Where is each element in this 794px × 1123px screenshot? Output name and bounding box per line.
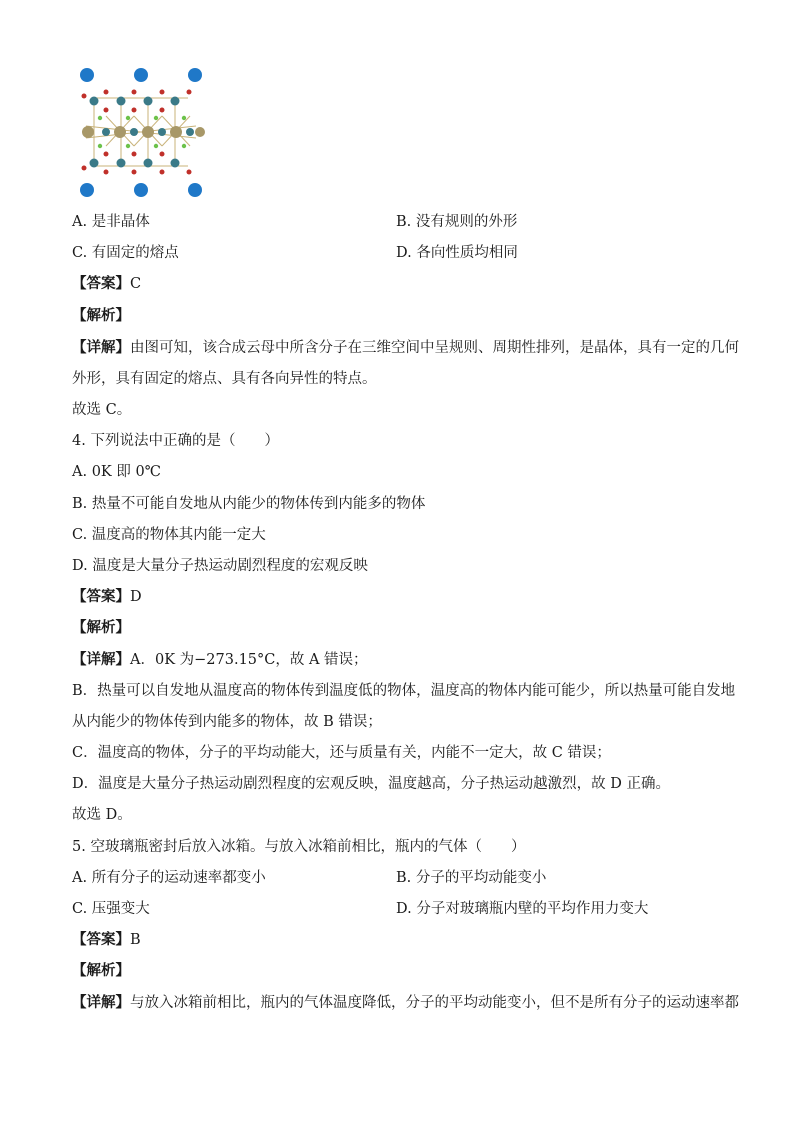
q4-detail-d: D．温度是大量分子热运动剧烈程度的宏观反映，温度越高，分子热运动越激烈，故 D 正确。	[72, 776, 670, 792]
q4-answer	[72, 587, 142, 607]
q3-analysis-tag: 【解析】	[72, 307, 130, 324]
q4-detail-b1: B．热量可以自发地从温度高的物体传到温度低的物体，温度高的物体内能可能少，所以热量可能自发地	[72, 683, 736, 699]
q4-option-a: A. 0K 即 0℃	[72, 464, 161, 480]
detail-text: A．0K 为−273.15°C，故 A 错误；	[130, 652, 368, 668]
crystal-structure-image	[76, 66, 206, 201]
q4-option-b: B. 热量不可能自发地从内能少的物体传到内能多的物体	[72, 496, 426, 512]
q5-option-d: D. 分子对玻璃瓶内壁的平均作用力变大	[396, 901, 649, 917]
q4-analysis-tag: 【解析】	[72, 619, 130, 636]
q5-answer	[72, 930, 141, 950]
q4-conclusion: 故选 D。	[72, 807, 132, 823]
answer-value: C	[130, 276, 142, 292]
q5-option-a: A. 所有分子的运动速率都变小	[72, 870, 266, 886]
q4-option-c: C. 温度高的物体其内能一定大	[72, 527, 266, 543]
q4-stem: 4. 下列说法中正确的是（ ）	[72, 433, 279, 449]
answer-tag: 【答案】	[72, 588, 130, 605]
q3-option-b: B. 没有规则的外形	[396, 214, 518, 230]
answer-value: D	[130, 589, 142, 605]
detail-text: 与放入冰箱前相比，瓶内的气体温度降低，分子的平均动能变小，但不是所有分子的运动速率都	[130, 995, 739, 1011]
q4-detail-b2: 从内能少的物体传到内能多的物体，故 B 错误；	[72, 714, 382, 730]
q3-answer	[72, 274, 141, 294]
q3-detail-line2: 外形，具有固定的熔点、具有各向异性的特点。	[72, 371, 377, 387]
detail-tag: 【详解】	[72, 339, 130, 356]
q3-option-c: C. 有固定的熔点	[72, 245, 179, 261]
q5-option-c: C. 压强变大	[72, 901, 150, 917]
q4-option-d: D. 温度是大量分子热运动剧烈程度的宏观反映	[72, 558, 368, 574]
answer-tag: 【答案】	[72, 275, 130, 292]
q3-option-a: A. 是非晶体	[72, 214, 150, 230]
q5-detail-line1	[72, 993, 739, 1013]
q3-detail-line1	[72, 338, 739, 358]
detail-text: 由图可知，该合成云母中所含分子在三维空间中呈规则、周期性排列，是晶体，具有一定的几何	[130, 340, 739, 356]
answer-tag: 【答案】	[72, 931, 130, 948]
q4-detail-c: C．温度高的物体，分子的平均动能大，还与质量有关，内能不一定大，故 C 错误；	[72, 745, 611, 761]
answer-value: B	[130, 932, 141, 948]
q5-option-b: B. 分子的平均动能变小	[396, 870, 547, 886]
q5-analysis-tag: 【解析】	[72, 962, 130, 979]
q3-option-d: D. 各向性质均相同	[396, 245, 518, 261]
q3-conclusion: 故选 C。	[72, 402, 132, 418]
detail-tag: 【详解】	[72, 651, 130, 668]
detail-tag: 【详解】	[72, 994, 130, 1011]
q5-stem: 5. 空玻璃瓶密封后放入冰箱。与放入冰箱前相比，瓶内的气体（ ）	[72, 839, 526, 855]
q4-detail-a	[72, 650, 368, 670]
